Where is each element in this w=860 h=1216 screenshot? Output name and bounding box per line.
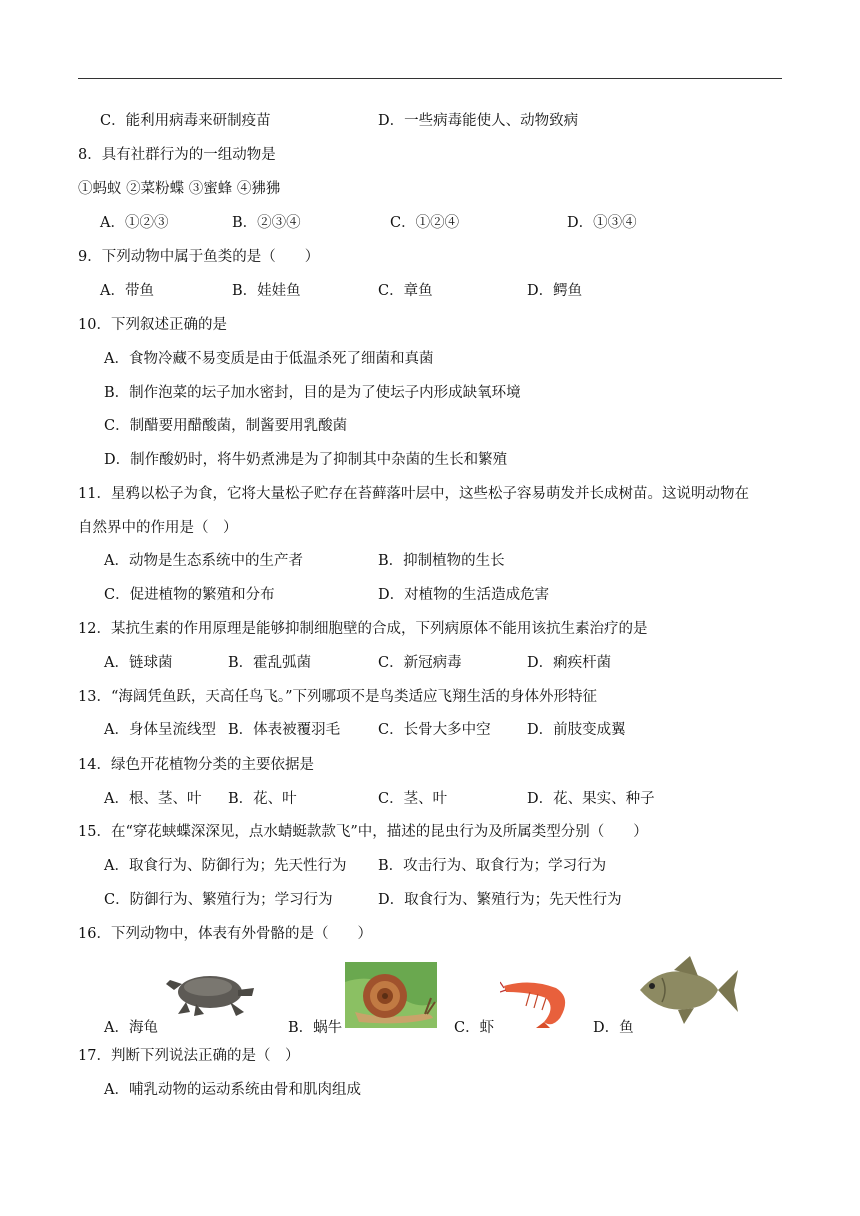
header-rule xyxy=(78,78,782,79)
q16-stem: 16．下列动物中，体表有外骨骼的是（ ） xyxy=(78,926,372,942)
q14-option-c: C．茎、叶 xyxy=(378,791,448,807)
q13-option-d: D．前肢变成翼 xyxy=(527,722,626,738)
snail-image xyxy=(345,962,437,1028)
q14-option-b: B．花、叶 xyxy=(228,791,297,807)
q9-option-a: A．带鱼 xyxy=(100,283,154,299)
q12-option-a: A．链球菌 xyxy=(104,655,173,671)
q11-option-d: D．对植物的生活造成危害 xyxy=(378,587,550,603)
q11-option-c: C．促进植物的繁殖和分布 xyxy=(104,587,275,603)
q11-stem-line1: 11．星鸦以松子为食，它将大量松子贮存在苔藓落叶层中，这些松子容易萌发并长成树苗。这说明动物在 xyxy=(78,486,749,502)
q11-option-a: A．动物是生态系统中的生产者 xyxy=(104,553,303,569)
q13-stem: 13．“海阔凭鱼跃，天高任鸟飞。”下列哪项不是鸟类适应飞翔生活的身体外形特征 xyxy=(78,689,598,705)
q8-stem: 8．具有社群行为的一组动物是 xyxy=(78,147,276,163)
q15-option-c: C．防御行为、繁殖行为；学习行为 xyxy=(104,892,333,908)
shrimp-image xyxy=(500,978,578,1030)
q9-stem: 9．下列动物中属于鱼类的是（ ） xyxy=(78,249,320,265)
q13-option-b: B．体表被覆羽毛 xyxy=(228,722,341,738)
q7-option-c: C．能利用病毒来研制疫苗 xyxy=(100,113,271,129)
q9-option-d: D．鳄鱼 xyxy=(527,283,583,299)
q14-option-d: D．花、果实、种子 xyxy=(527,791,655,807)
q13-option-c: C．长骨大多中空 xyxy=(378,722,491,738)
q15-option-a: A．取食行为、防御行为；先天性行为 xyxy=(104,858,347,874)
q16-option-d: D．鱼 xyxy=(593,1020,634,1036)
q8-option-a: A．①②③ xyxy=(100,215,169,231)
q12-option-b: B．霍乱弧菌 xyxy=(228,655,312,671)
fish-image xyxy=(634,956,740,1026)
turtle-image xyxy=(160,962,260,1022)
q10-option-a: A．食物冷藏不易变质是由于低温杀死了细菌和真菌 xyxy=(104,351,434,367)
q8-items: ①蚂蚁 ②菜粉蝶 ③蜜蜂 ④狒狒 xyxy=(78,181,281,197)
q11-option-b: B．抑制植物的生长 xyxy=(378,553,505,569)
q10-stem: 10．下列叙述正确的是 xyxy=(78,317,227,333)
q15-option-b: B．攻击行为、取食行为；学习行为 xyxy=(378,858,607,874)
q12-option-d: D．痢疾杆菌 xyxy=(527,655,612,671)
q9-option-c: C．章鱼 xyxy=(378,283,433,299)
q7-option-d: D．一些病毒能使人、动物致病 xyxy=(378,113,579,129)
q10-option-c: C．制醋要用醋酸菌，制酱要用乳酸菌 xyxy=(104,418,348,434)
q17-option-a: A．哺乳动物的运动系统由骨和肌肉组成 xyxy=(104,1082,361,1098)
q8-option-d: D．①③④ xyxy=(567,215,637,231)
q16-option-a: A．海龟 xyxy=(104,1020,158,1036)
q11-stem-line2: 自然界中的作用是（ ） xyxy=(78,520,238,536)
q12-option-c: C．新冠病毒 xyxy=(378,655,462,671)
q10-option-d: D．制作酸奶时，将牛奶煮沸是为了抑制其中杂菌的生长和繁殖 xyxy=(104,452,508,468)
q17-stem: 17．判断下列说法正确的是（ ） xyxy=(78,1048,300,1064)
q10-option-b: B．制作泡菜的坛子加水密封，目的是为了使坛子内形成缺氧环境 xyxy=(104,385,521,401)
q16-option-b: B．蜗牛 xyxy=(288,1020,343,1036)
q15-stem: 15．在“穿花蛱蝶深深见，点水蜻蜓款款飞”中，描述的昆虫行为及所属类型分别（ ） xyxy=(78,824,648,840)
q15-option-d: D．取食行为、繁殖行为；先天性行为 xyxy=(378,892,622,908)
q13-option-a: A．身体呈流线型 xyxy=(104,722,216,738)
q14-option-a: A．根、茎、叶 xyxy=(104,791,202,807)
q9-option-b: B．娃娃鱼 xyxy=(232,283,301,299)
q12-stem: 12．某抗生素的作用原理是能够抑制细胞壁的合成，下列病原体不能用该抗生素治疗的是 xyxy=(78,621,648,637)
q8-option-c: C．①②④ xyxy=(390,215,460,231)
q8-option-b: B．②③④ xyxy=(232,215,301,231)
q14-stem: 14．绿色开花植物分类的主要依据是 xyxy=(78,757,314,773)
q16-option-c: C．虾 xyxy=(454,1020,495,1036)
